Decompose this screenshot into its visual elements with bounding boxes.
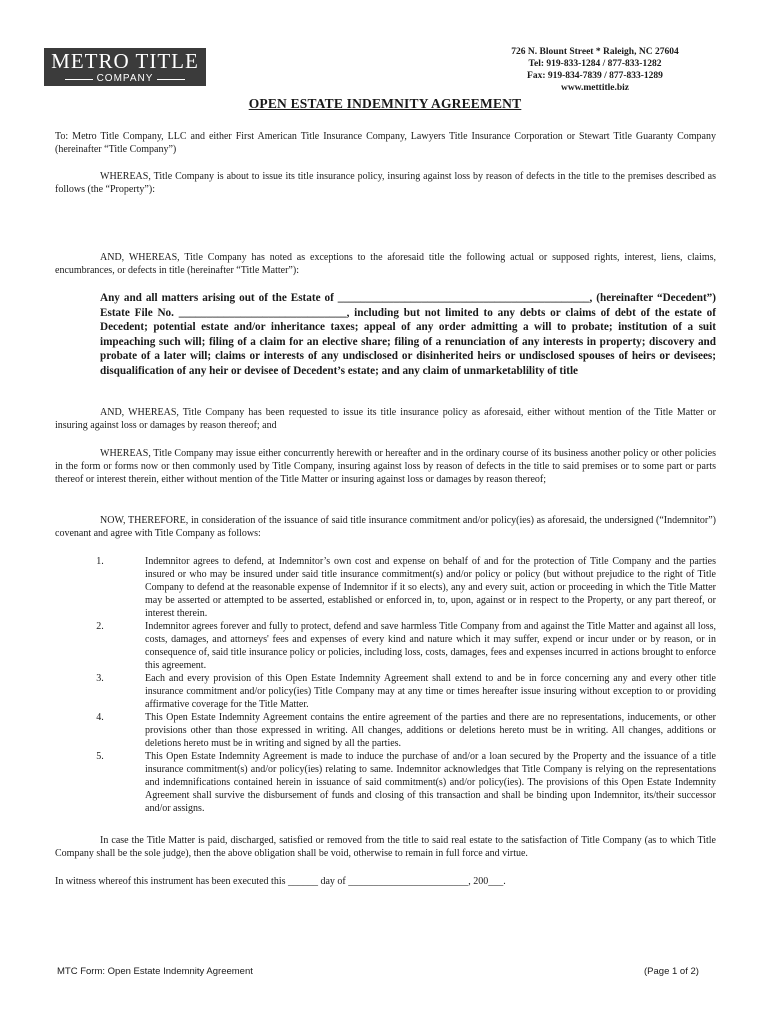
- to-paragraph: To: Metro Title Company, LLC and either First American Title Insurance Company, Lawyers Title Insurance Corporation or Stewart Title Guaranty Company (hereinafter “Title Company”): [55, 131, 716, 155]
- logo-title: METRO TITLE: [51, 49, 199, 73]
- footer-form-name: MTC Form: Open Estate Indemnity Agreement: [57, 966, 253, 977]
- title-matter-paragraph: Any and all matters arising out of the Estate of _____________________________________________, (hereinafter “Decedent”) Estate File No. ______________________________, including but not limited to any debts or claims of debt of the estate of Decedent; potential estate and/or inheritance taxes; appeal of any order admitting a will to probate; institution of a suit impeaching such will; filing of a claim for an elective share; filing of a renunciation of any interests in property; discovery and probate of a later will; claims or interests of any undisclosed or disinherited heirs or undisclosed spouses of heirs or devisees; disqualification of any heir or devisee of Decedent’s estate; and any claim of unmarketablility of title: [100, 292, 716, 377]
- address-fax: Fax: 919-834-7839 / 877-833-1289: [527, 71, 663, 81]
- list-item-number: 3.: [96, 673, 104, 684]
- logo-rule-right: [157, 79, 185, 80]
- list-item: [55, 750, 716, 815]
- whereas-paragraph-3: AND, WHEREAS, Title Company has been requested to issue its title insurance policy as aforesaid, either without mention of the Title Matter or insuring against loss or damages by reason thereof; and: [55, 407, 716, 431]
- footer-page-number: (Page 1 of 2): [644, 966, 699, 977]
- list-item-text: Indemnitor agrees forever and fully to protect, defend and save harmless Title Company from and against the Title Matter and against all loss, costs, damages, and attorneys' fees and expenses of every kind and nature which it may suffer, expend or incur under or by reason, or in consequence of, said title insurance policy or policies, including loss, costs, damages, fees and expenses incurred in actions brought to enforce this agreement.: [145, 621, 716, 671]
- company-logo: [44, 48, 206, 86]
- list-item-text: This Open Estate Indemnity Agreement contains the entire agreement of the parties and there are no representations, inducements, or other provisions other than those expressed in writing. All changes, additions or deletions hereto must be in writing. All changes, additions or deletions hereto must be in writing and signed by all the parties.: [145, 712, 716, 749]
- address-web: www.mettitle.biz: [560, 83, 630, 93]
- address-tel: Tel: 919-833-1284 / 877-833-1282: [528, 59, 662, 69]
- list-item-number: 4.: [96, 712, 104, 723]
- list-item-text: This Open Estate Indemnity Agreement is made to induce the purchase of and/or a loan secured by the Property and the issuance of a title insurance commitment(s) and/or policy(ies) relating to same. Indemnitor acknowledges that Title Company is relying on the representations and indemnifications contained herein in issuance of said commitment(s) and/or policy(ies). The provisions of this Open Estate Indemnity Agreement shall survive the disbursement of funds and closing of this transaction and shall be binding upon Indemnitor, its/their successor and/or assigns.: [145, 751, 716, 814]
- witness-paragraph: In witness whereof this instrument has been executed this ______ day of ________________________, 200___.: [55, 876, 506, 887]
- logo-rule-left: [65, 79, 93, 80]
- whereas-paragraph-1: WHEREAS, Title Company is about to issue its title insurance policy, insuring against loss by reason of defects in the title to the premises described as follows (the “Property”):: [55, 171, 716, 195]
- list-item: [55, 620, 716, 672]
- satisfaction-paragraph: In case the Title Matter is paid, discharged, satisfied or removed from the title to said real estate to the satisfaction of Title Company (as to which Title Company shall be the sole judge), then the above obligation shall be void, otherwise to remain in full force and virtue.: [55, 835, 716, 859]
- document-title: OPEN ESTATE INDEMNITY AGREEMENT: [248, 96, 522, 111]
- covenant-list: [55, 555, 716, 815]
- list-item-number: 2.: [96, 621, 104, 632]
- list-item-number: 5.: [96, 751, 104, 762]
- logo-subtitle: COMPANY: [96, 73, 154, 84]
- list-item: [55, 555, 716, 620]
- address-street: 726 N. Blount Street * Raleigh, NC 27604: [511, 47, 679, 57]
- list-item-text: Each and every provision of this Open Estate Indemnity Agreement shall extend to and be in force concerning any and every other title insurance commitment and/or policy(ies) Title Company may at any time or times hereafter issue insuring without exception to or providing affirmative coverage for the Title Matter.: [145, 673, 716, 710]
- whereas-paragraph-2: AND, WHEREAS, Title Company has noted as exceptions to the aforesaid title the following actual or supposed rights, interest, liens, claims, encumbrances, or defects in title (hereinafter “Title Matter”):: [55, 252, 716, 276]
- company-address: [470, 46, 720, 94]
- list-item-text: Indemnitor agrees to defend, at Indemnitor’s own cost and expense on behalf of and for the protection of Title Company and the parties insured or who may be insured under said title insurance commitment(s) and/or policy or policy (but without prejudice to the right of Title Company to defend at the reasonable expense of Indemnitor if it so elects), any and every suit, action or proceeding in which the Title Matter may be asserted or attempted to be asserted, established or enforced in, to, upon, against or in respect to the Property, or any part thereof, or interest therein.: [145, 556, 716, 619]
- list-item: [55, 711, 716, 750]
- whereas-paragraph-4: WHEREAS, Title Company may issue either concurrently herewith or hereafter and in the ordinary course of its business another policy or other policies in the form or forms now or then commonly used by Title Company, insuring against loss by reason of defects in the title to said premises or to some part or parts thereof or interest therein, either without mention of the Title Matter or insuring against loss or damages by reason thereof;: [55, 448, 716, 485]
- list-item-number: 1.: [96, 556, 104, 567]
- list-item: [55, 672, 716, 711]
- now-therefore-paragraph: NOW, THEREFORE, in consideration of the issuance of said title insurance commitment and/or policy(ies) as aforesaid, the undersigned (“Indemnitor”) covenant and agree with Title Company as follows:: [55, 515, 716, 539]
